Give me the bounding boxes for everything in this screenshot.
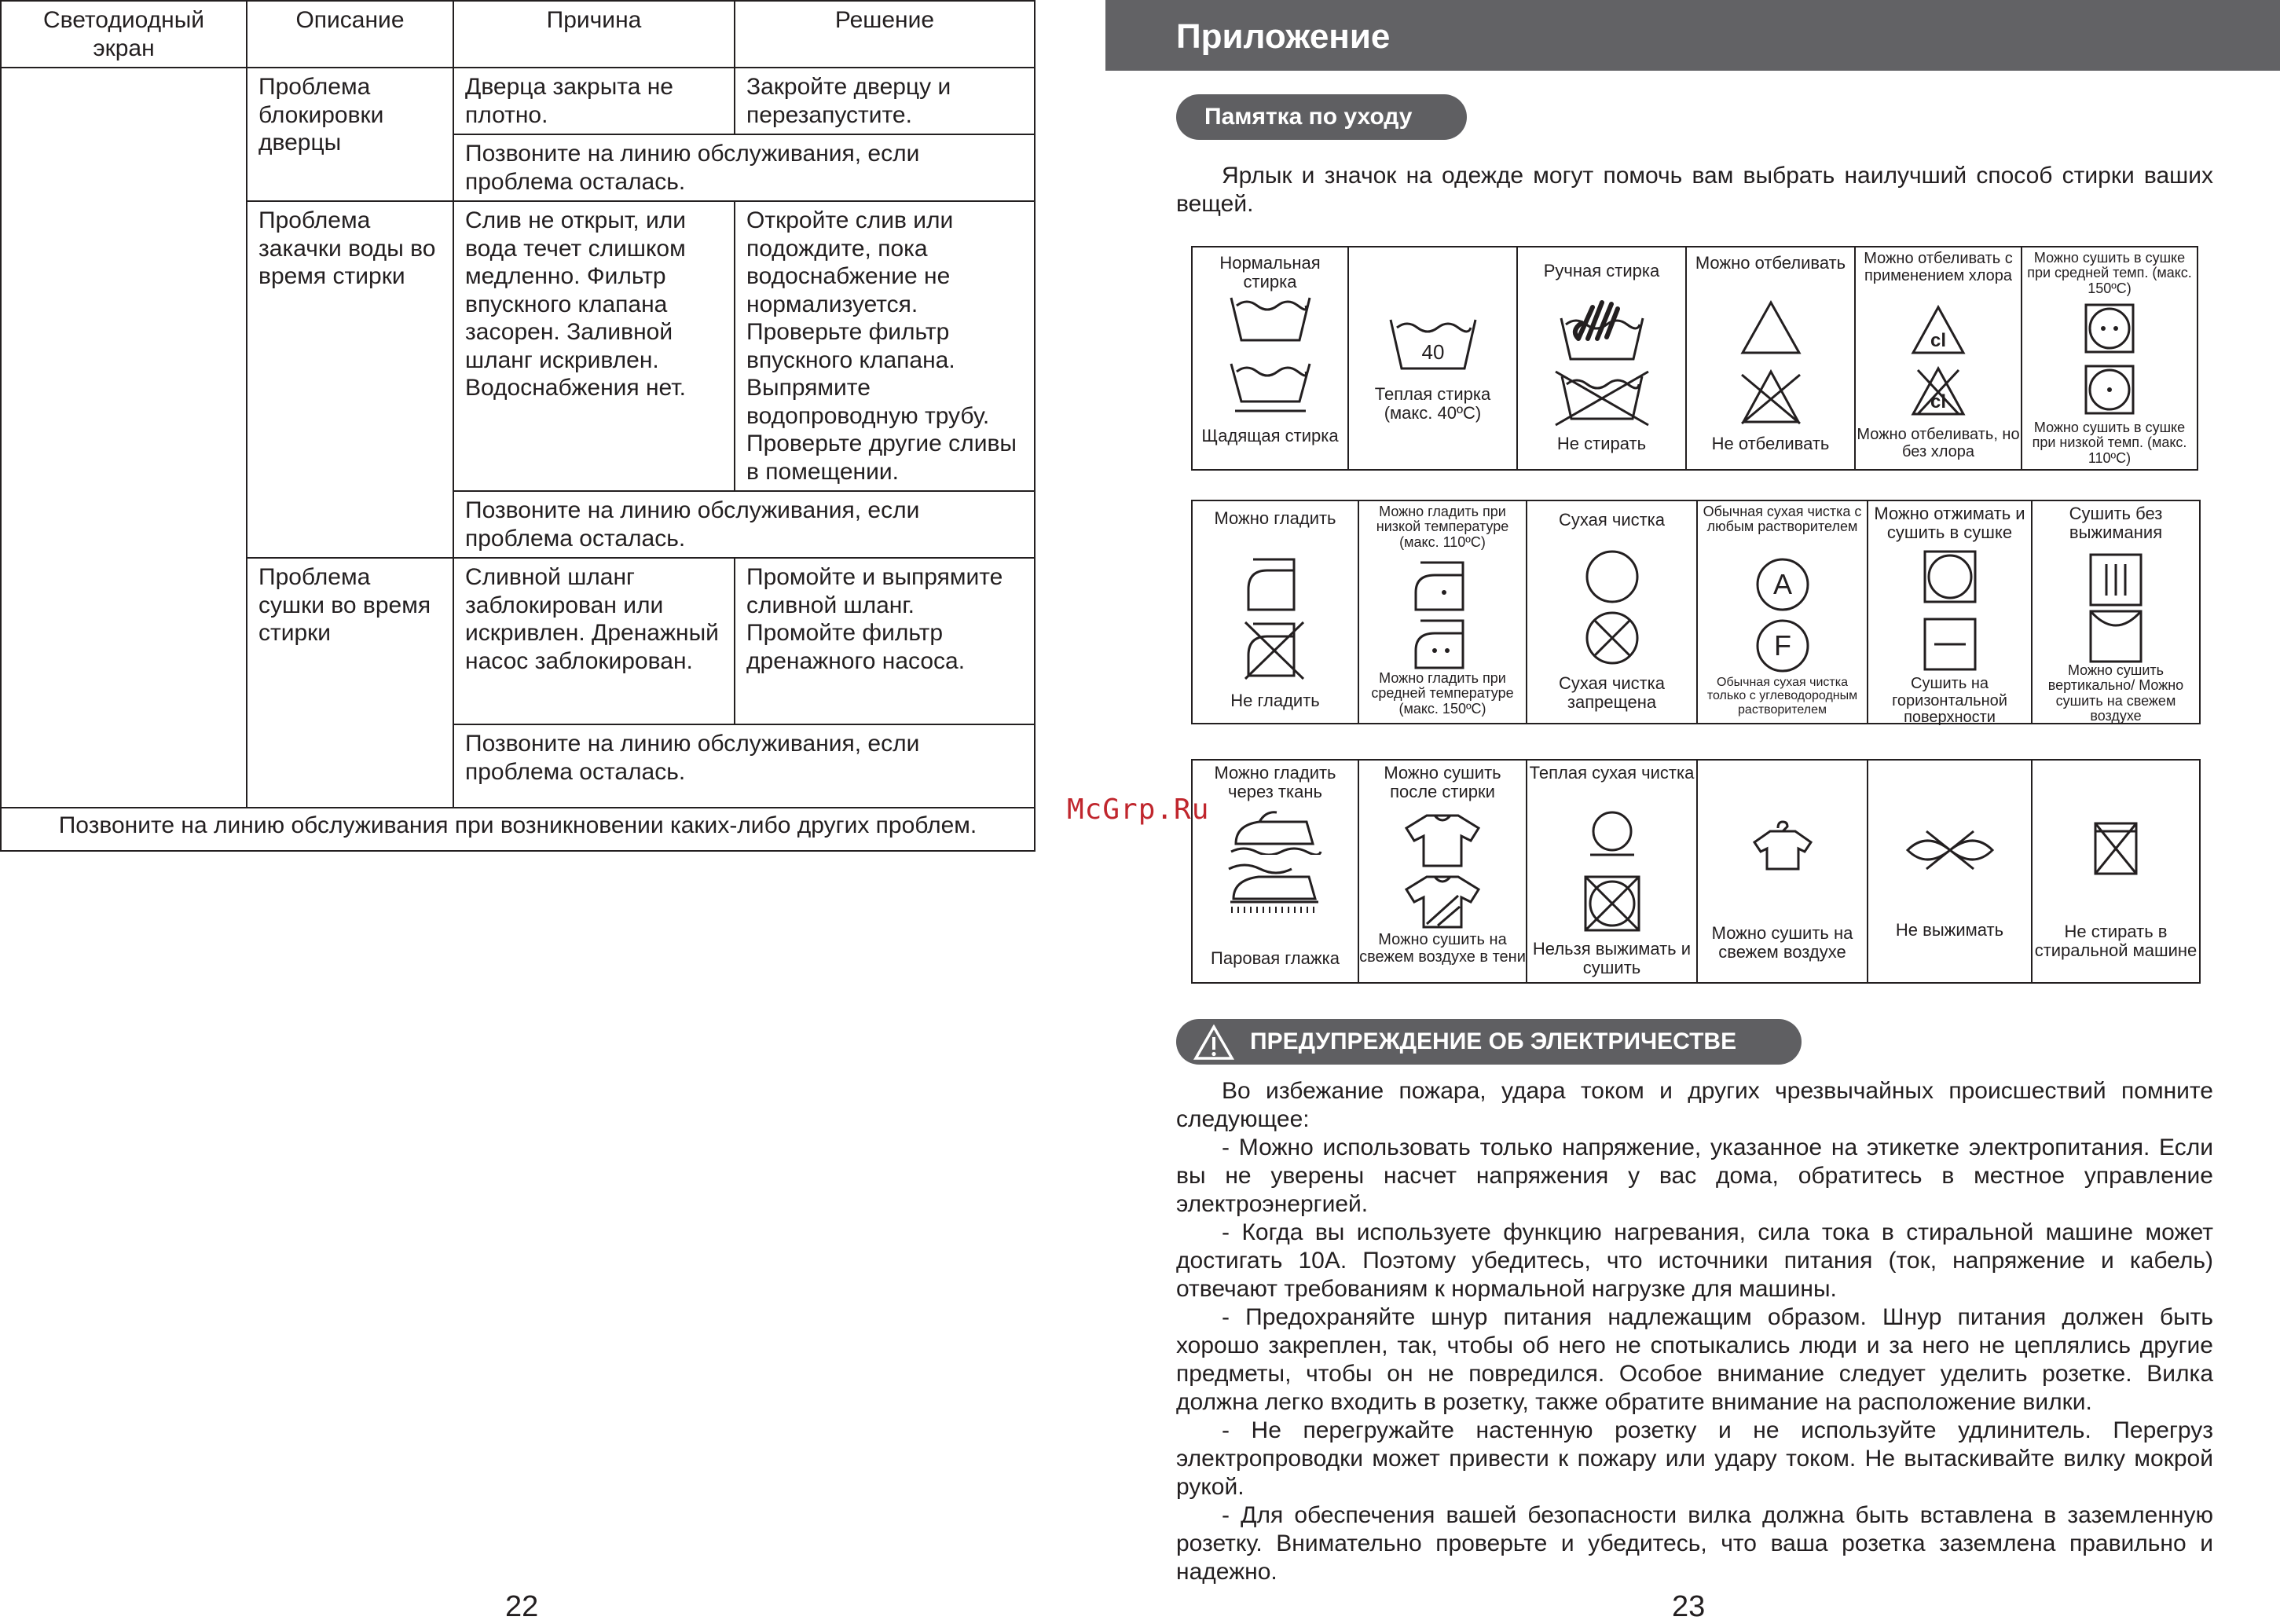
appendix-title: Приложение	[1176, 17, 1391, 56]
caption: Нормальная стирка	[1219, 253, 1321, 291]
iron-medium-temp-icon	[1409, 616, 1475, 673]
caption: Не выжимать	[1895, 920, 2004, 940]
troubleshooting-table	[0, 0, 1036, 852]
care-warm-wash	[1348, 247, 1517, 470]
warning-triangle-icon	[1193, 1025, 1234, 1076]
care-iron	[1192, 500, 1358, 724]
drain-cause: Сливной шланг заблокирован или искривлен. Дренажный насос заблокирован.	[453, 558, 735, 724]
caption: Щадящая стирка	[1201, 426, 1339, 445]
drip-dry-icon	[2088, 552, 2144, 608]
dry-flat-icon	[1922, 616, 1978, 673]
warm-dry-clean-icon	[1587, 808, 1637, 858]
caption: Не гладить	[1230, 691, 1320, 710]
care-intro: Ярлык и значок на одежде могут помочь вам выбрать наилучший способ стирки ваших вещей.	[1176, 163, 2213, 217]
iron-low-temp-icon	[1409, 558, 1475, 614]
care-no-machine-wash	[2032, 760, 2200, 983]
care-table-row3	[1191, 759, 2201, 984]
hand-wash-icon	[1555, 291, 1649, 362]
fill-cause: Слив не открыт, или вода течет слишком медленно. Фильтр впускного клапана засорен. Заливной шланг искривлен. Водоснабжения нет.	[453, 201, 735, 491]
caption: Не стирать в стиральной машине	[2034, 922, 2198, 960]
caption: Паровая глажка	[1211, 948, 1340, 968]
care-normal-wash	[1192, 247, 1348, 470]
care-wring-tumble	[1868, 500, 2032, 727]
door-problem: Проблема блокировки дверцы	[247, 68, 453, 201]
steam-iron-icon	[1224, 858, 1326, 915]
svg-text:F: F	[1773, 629, 1791, 662]
caption: Сухая чистка запрещена	[1558, 673, 1666, 712]
care-iron-cloth	[1192, 760, 1358, 983]
svg-text:cl: cl	[1930, 330, 1947, 351]
warning-paragraph: - Для обеспечения вашей безопасности вилка должна быть вставлена в заземленную розетку. Внимательно проверьте и убедитесь, что ваша розетка заземлена правильно и надежно.	[1176, 1502, 2213, 1585]
do-not-wring-dry-icon	[1582, 874, 1642, 933]
caption: Можно отбеливать	[1695, 253, 1846, 273]
dry-clean-a-icon	[1754, 556, 1811, 613]
dry-clean-icon	[1584, 548, 1640, 605]
caption: Можно отбеливать, но без хлора	[1857, 426, 2020, 460]
header-solution: Решение	[735, 1, 1035, 68]
caption: Ручная стирка	[1543, 261, 1660, 280]
iron-icon	[1244, 555, 1307, 614]
care-dry-after-wash	[1358, 760, 1527, 983]
tumble-dry-low-icon	[2084, 364, 2135, 416]
warning-paragraph: - Предохраняйте шнур питания надлежащим образом. Шнур питания должен быть хорошо закреплен, так, чтобы об него не спотыкались люди и за него не цеплялись другие предметы, чтобы он не повредился. Особое внимание следует уделить розетке. Вилка должна легко входить в розетку, также обратите внимание на расположение вилки.	[1176, 1304, 2213, 1415]
line-dry-icon	[2088, 608, 2144, 665]
warm-wash-40-icon	[1386, 310, 1480, 373]
caption: Теплая стирка (макс. 40ºC)	[1374, 384, 1491, 423]
caption: Нельзя выжимать и сушить	[1532, 939, 1692, 977]
header-cause: Причина	[453, 1, 735, 68]
caption: Можно гладить через ткань	[1214, 763, 1336, 801]
warning-paragraph: Во избежание пожара, удара током и других чрезвычайных происшествий помните следующее:	[1176, 1078, 2213, 1132]
caption: Не отбеливать	[1711, 434, 1830, 453]
caption: Теплая сухая чистка	[1529, 763, 1695, 783]
fill-solution: Откройте слив или подождите, пока водоснабжение не нормализуется. Проверьте фильтр впускного клапана. Выпрямите водопроводную трубу. Проверьте другие сливы в помещении.	[735, 201, 1035, 491]
shirt-dry-icon	[1403, 812, 1482, 869]
footer-note: Позвоните на линию обслуживания при возникновении каких-либо других проблем.	[1, 808, 1035, 851]
caption: Не стирать	[1556, 434, 1647, 453]
caption: Можно сушить на свежем воздухе в тени	[1359, 931, 1526, 966]
caption: Можно сушить вертикально/ Можно сушить на свежем воздухе	[2047, 662, 2184, 724]
electric-warning-label	[1176, 1019, 1802, 1065]
normal-wash-icon	[1227, 291, 1314, 346]
page-number-right: 23	[1672, 1590, 1706, 1623]
care-iron-temp	[1358, 500, 1527, 724]
fill-problem: Проблема закачки воды во время стирки	[247, 201, 453, 558]
watermark: McGrp.Ru	[1067, 794, 1210, 826]
header-description: Описание	[247, 1, 453, 68]
wring-and-tumble-icon	[1922, 548, 1978, 605]
drain-call-service: Позвоните на линию обслуживания, если проблема осталась.	[453, 724, 1035, 808]
caption: Можно сушить в сушке при средней темп. (макс. 150ºC)	[2027, 250, 2192, 296]
svg-text:cl: cl	[1930, 391, 1947, 412]
tumble-dry-medium-icon	[2084, 302, 2135, 354]
dry-clean-f-icon	[1754, 618, 1811, 674]
fill-call-service: Позвоните на линию обслуживания, если проблема осталась.	[453, 491, 1035, 558]
caption: Можно сушить на свежем воздухе	[1711, 923, 1853, 962]
door-call-service: Позвоните на линию обслуживания, если проблема осталась.	[453, 134, 1035, 201]
caption: Обычная сухая чистка с любым растворителем	[1703, 504, 1862, 535]
do-not-dry-clean-icon	[1584, 610, 1640, 666]
caption: Можно отжимать и сушить в сушке	[1874, 504, 2025, 542]
svg-text:A: A	[1772, 568, 1792, 600]
bleach-icon	[1739, 299, 1802, 356]
care-do-not-wring	[1868, 760, 2032, 983]
caption: Можно сушить в сушке при низкой темп. (макс. 110ºC)	[2032, 420, 2187, 466]
caption: Обычная сухая чистка только с углеводородным растворителем	[1706, 676, 1858, 717]
do-not-wash-icon	[1551, 367, 1653, 430]
svg-text:40: 40	[1421, 340, 1444, 364]
do-not-iron-icon	[1242, 619, 1308, 682]
iron-through-cloth-icon	[1228, 808, 1322, 855]
page-number-left: 22	[505, 1590, 539, 1623]
care-warm-dry-clean	[1527, 760, 1697, 983]
do-not-wring-icon	[1903, 827, 1997, 874]
led-screen-cell	[1, 68, 247, 808]
caption: Можно гладить	[1214, 508, 1336, 528]
gentle-wash-icon	[1227, 357, 1314, 420]
hanger-shirt-icon	[1751, 820, 1814, 872]
door-cause: Дверца закрыта не плотно.	[453, 68, 735, 134]
electric-warning-text	[1176, 1077, 2213, 1586]
warning-paragraph: - Когда вы используете функцию нагревания, сила тока в стиральной машине может достигать 10А. Поэтому убедитесь, что источники питания (ток, напряжение и кабель) отвечают требованиям к нормальной нагрузке для машины.	[1176, 1219, 2213, 1302]
care-table-row1	[1191, 246, 2198, 471]
caption: Сушить на горизонтальной поверхности	[1892, 675, 2007, 727]
care-table-row2	[1191, 500, 2201, 727]
care-tumble-dry	[2022, 247, 2198, 470]
care-air-dry	[1697, 760, 1868, 983]
caption: Можно гладить при средней температуре (макс. 150ºC)	[1371, 670, 1514, 717]
no-machine-wash-icon	[2092, 820, 2139, 877]
caption: Можно сушить после стирки	[1384, 763, 1501, 801]
care-hand-wash	[1517, 247, 1686, 470]
non-chlorine-bleach-icon	[1910, 365, 1967, 417]
caption: Сушить без выжимания	[2069, 504, 2163, 542]
do-not-bleach-icon	[1736, 367, 1806, 427]
caption: Сухая чистка	[1558, 510, 1666, 530]
care-dry-clean	[1527, 500, 1697, 724]
electric-warning-title: ПРЕДУПРЕЖДЕНИЕ ОБ ЭЛЕКТРИЧЕСТВЕ	[1250, 1028, 1737, 1054]
drain-solution: Промойте и выпрямите сливной шланг. Промойте фильтр дренажного насоса.	[735, 558, 1035, 724]
care-chlorine-bleach	[1855, 247, 2022, 470]
care-drip-dry	[2032, 500, 2200, 724]
warning-paragraph: - Можно использовать только напряжение, указанное на этикетке электропитания. Если вы не уверены насчет напряжения у вас дома, обратитесь в местное управление электроэнергией.	[1176, 1135, 2213, 1217]
header-led-screen: Светодиодный экран	[1, 1, 247, 68]
warning-paragraph: - Не перегружайте настенную розетку и не используйте удлинитель. Перегруз электропроводки может привести к пожару или удару током. Не вытаскивайте вилку мокрой рукой.	[1176, 1417, 2213, 1500]
care-bleach	[1686, 247, 1855, 470]
shirt-dry-shade-icon	[1403, 874, 1482, 930]
care-memo-label: Памятка по уходу	[1176, 94, 1467, 140]
drain-problem: Проблема сушки во время стирки	[247, 558, 453, 808]
door-solution: Закройте дверцу и перезапустите.	[735, 68, 1035, 134]
care-solvent-dry-clean	[1697, 500, 1868, 724]
caption: Можно отбеливать с применением хлора	[1864, 250, 2013, 284]
chlorine-bleach-icon	[1910, 304, 1967, 356]
caption: Можно гладить при низкой температуре (макс. 110ºC)	[1376, 504, 1509, 550]
